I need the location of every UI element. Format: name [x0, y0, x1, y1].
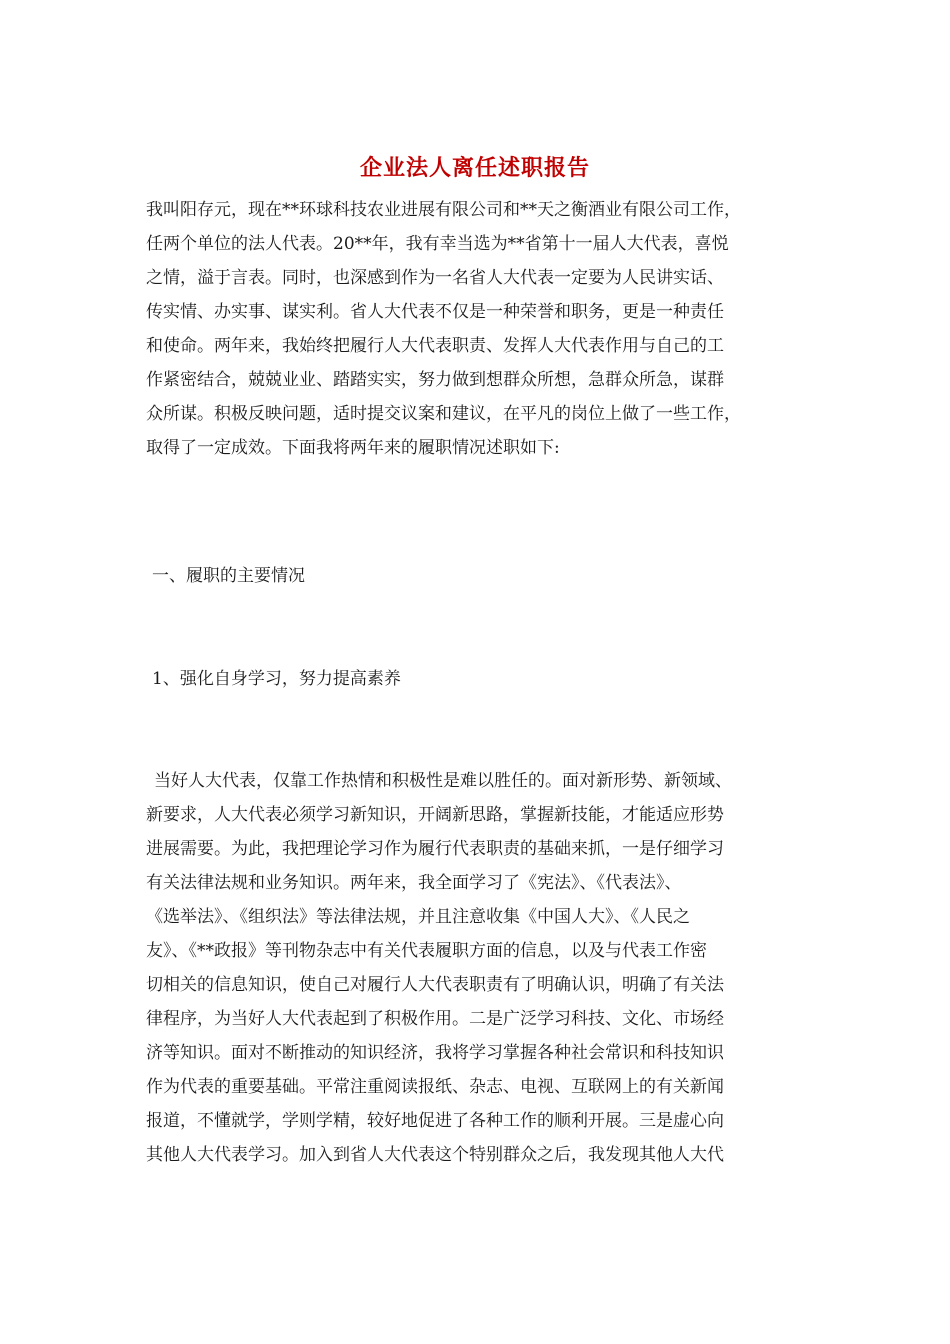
body-line: 有关法律法规和业务知识。两年来，我全面学习了《宪法》、《代表法》、 [146, 873, 682, 893]
body-line: 律程序，为当好人大代表起到了积极作用。二是广泛学习科技、文化、市场经 [146, 1009, 724, 1029]
intro-line: 作紧密结合，兢兢业业、踏踏实实，努力做到想群众所想，急群众所急，谋群 [146, 370, 724, 390]
body-line: 当好人大代表，仅靠工作热情和积极性是难以胜任的。面对新形势、新领域、 [154, 771, 732, 791]
subsection-heading: 1、强化自身学习，努力提高素养 [152, 669, 401, 689]
document-title: 企业法人离任述职报告 [359, 155, 590, 181]
intro-line: 取得了一定成效。下面我将两年来的履职情况述职如下: [146, 438, 560, 458]
body-line: 其他人大代表学习。加入到省人大代表这个特别群众之后，我发现其他人大代 [146, 1145, 724, 1165]
intro-line: 之情，溢于言表。同时，也深感到作为一名省人大代表一定要为人民讲实话、 [146, 268, 724, 288]
intro-line: 传实情、办实事、谋实利。省人大代表不仅是一种荣誉和职务，更是一种责任 [146, 302, 724, 322]
body-line: 济等知识。面对不断推动的知识经济，我将学习掌握各种社会常识和科技知识 [146, 1043, 724, 1063]
intro-paragraph [146, 193, 806, 465]
body-line: 新要求，人大代表必须学习新知识，开阔新思路，掌握新技能，才能适应形势 [146, 805, 724, 825]
intro-line: 任两个单位的法人代表。20**年，我有幸当选为**省第十一届人大代表，喜悦 [146, 234, 729, 254]
body-line: 作为代表的重要基础。平常注重阅读报纸、杂志、电视、互联网上的有关新闻 [146, 1077, 724, 1097]
intro-line: 和使命。两年来，我始终把履行人大代表职责、发挥人大代表作用与自己的工 [146, 336, 724, 356]
body-line: 《选举法》、《组织法》等法律法规，并且注意收集《中国人大》、《人民之 [146, 907, 690, 927]
intro-line: 我叫阳存元，现在**环球科技农业进展有限公司和**天之衡酒业有限公司工作， [146, 200, 741, 220]
intro-line: 众所谋。积极反映问题，适时提交议案和建议，在平凡的岗位上做了一些工作， [146, 404, 741, 424]
body-line: 进展需要。为此，我把理论学习作为履行代表职责的基础来抓，一是仔细学习 [146, 839, 724, 859]
body-line: 切相关的信息知识，使自己对履行人大代表职责有了明确认识，明确了有关法 [146, 975, 724, 995]
body-line: 友》、《**政报》等刊物杂志中有关代表履职方面的信息，以及与代表工作密 [146, 941, 707, 961]
body-paragraph [146, 764, 806, 1172]
body-line: 报道，不懂就学，学则学精，较好地促进了各种工作的顺利开展。三是虚心向 [146, 1111, 724, 1131]
section-heading: 一、履职的主要情况 [152, 566, 305, 586]
